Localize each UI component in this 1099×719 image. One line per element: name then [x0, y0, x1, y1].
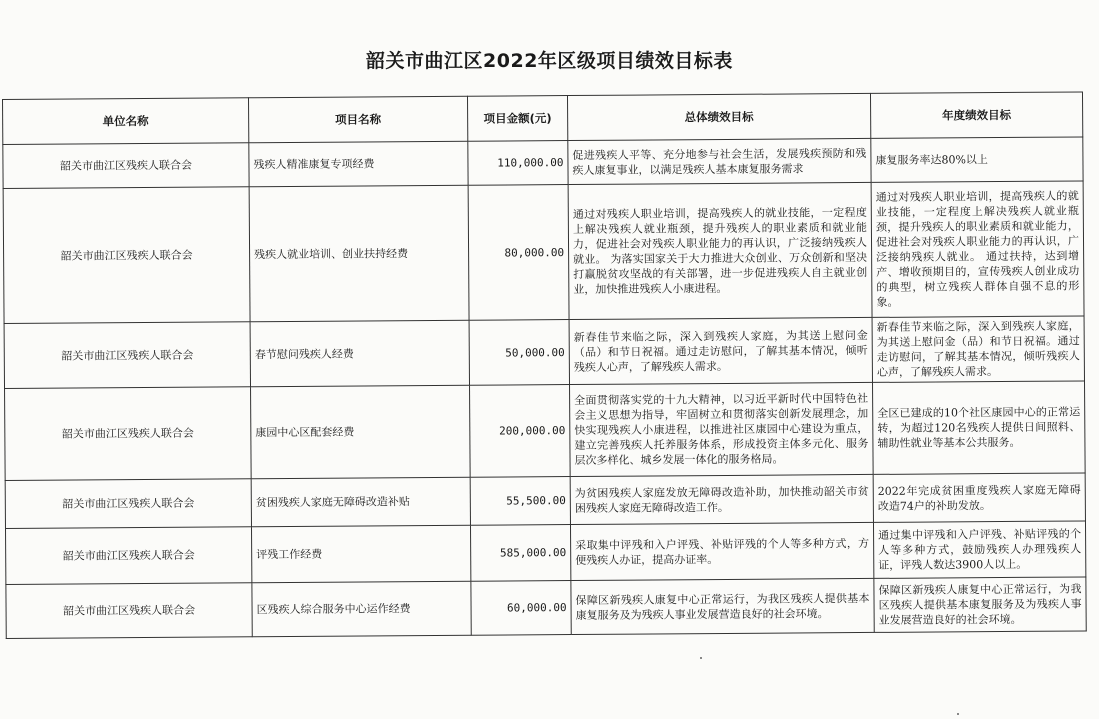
performance-table — [2, 91, 1087, 639]
table-row — [6, 577, 1086, 639]
overall-goal-cell: 采取集中评残和入户评残、补贴评残的个人等多种方式，方便残疾人办证，提高办证率。 — [570, 522, 873, 580]
unit-cell: 韶关市曲江区残疾人联合会 — [5, 527, 251, 585]
annual-goal-cell: 新春佳节来临之际，深入到残疾人家庭，为其送上慰问金（品）和节日祝福。通过走访慰问，了解其基本情况，倾听残疾人心声，了解残疾人需求。 — [872, 316, 1084, 382]
project-cell: 评残工作经费 — [251, 525, 470, 583]
amount-cell: 200,000.00 — [470, 385, 571, 478]
overall-goal-cell: 促进残疾人平等、充分地参与社会生活，发展残疾预防和残疾人康复事业，以满足残疾人基本康复服务需求 — [568, 138, 871, 184]
unit-cell: 韶关市曲江区残疾人联合会 — [5, 387, 252, 481]
project-cell: 春节慰问残疾人经费 — [250, 320, 469, 387]
annual-goal-cell: 通过对残疾人职业培训，提高残疾人的就业技能，一定程度上解决残疾人就业瓶颈，提升残疾人的职业素质和就业能力，促进社会对残疾人职业能力的再认识，广泛接纳残疾人就业。 通过扶持，达到增产、增收预期目的，宣传残疾人创业成功的典型，树立残疾人群体自强不息的形象。 — [871, 181, 1084, 317]
unit-cell: 韶关市曲江区残疾人联合会 — [3, 143, 249, 189]
table-row — [5, 521, 1085, 585]
project-cell: 区残疾人综合服务中心运作经费 — [252, 581, 471, 637]
table-row — [4, 316, 1084, 389]
scan-speck — [700, 657, 702, 659]
header-row — [3, 92, 1083, 145]
header-overall-goal: 总体绩效目标 — [567, 93, 870, 140]
unit-cell: 韶关市曲江区残疾人联合会 — [6, 583, 252, 639]
table-row — [5, 473, 1085, 529]
amount-cell: 585,000.00 — [470, 525, 570, 582]
project-cell: 残疾人精准康复专项经费 — [249, 141, 468, 187]
header-project: 项目名称 — [248, 96, 467, 143]
amount-cell: 55,500.00 — [470, 477, 570, 526]
amount-cell: 60,000.00 — [471, 581, 571, 636]
amount-cell: 50,000.00 — [469, 320, 569, 386]
annual-goal-cell: 通过集中评残和入户评残、补贴评残的个人等多种方式，鼓励残疾人办理残疾人证，评残人数达3900人以上。 — [873, 521, 1085, 578]
table-row — [5, 381, 1086, 481]
header-annual-goal: 年度绩效目标 — [870, 92, 1082, 138]
page-title: 韶关市曲江区2022年区级项目绩效目标表 — [366, 50, 733, 72]
overall-goal-cell: 通过对残疾人职业培训，提高残疾人的就业技能，一定程度上解决残疾人就业瓶颈，提升残疾人的职业素质和就业能力，促进社会对残疾人职业能力的再认识，广泛接纳残疾人就业。 为落实国家关于大力推进大众创业、万众创新和坚决打赢脱贫攻坚战的有关部署，进一步促进残疾人自主就业创业，加快推进残疾人小康进程。 — [568, 182, 872, 319]
header-unit: 单位名称 — [3, 98, 249, 145]
header-amount: 项目金额(元) — [467, 96, 567, 142]
overall-goal-cell: 为贫困残疾人家庭发放无障碍改造补助，加快推动韶关市贫困残疾人家庭无障碍改造工作。 — [570, 474, 873, 524]
amount-cell: 80,000.00 — [468, 185, 569, 321]
overall-goal-cell: 全面贯彻落实党的十九大精神，以习近平新时代中国特色社会主义思想为指导，牢固树立和贯彻落实创新发展理念，加快实现残疾人小康进程，以推进社区康园中心建设为重点，建立完善残疾人托养服务体系，形成投资主体多元化、服务层次多样化、城乡发展一体化的服务格局。 — [570, 382, 874, 476]
table-row — [3, 137, 1083, 189]
table-row — [3, 181, 1084, 324]
annual-goal-cell: 保障区新残疾人康复中心正常运行，为我区残疾人提供基本康复服务及为残疾人事业发展营造良好的社会环境。 — [874, 577, 1086, 632]
annual-goal-cell: 康复服务率达80%以上 — [871, 137, 1083, 182]
overall-goal-cell: 新春佳节来临之际，深入到残疾人家庭，为其送上慰问金（品）和节日祝福。通过走访慰问，了解其基本情况，倾听残疾人心声，了解残疾人需求。 — [569, 317, 872, 384]
annual-goal-cell: 2022年完成贫困重度残疾人家庭无障碍改造74户的补助发放。 — [873, 473, 1085, 522]
project-cell: 残疾人就业培训、创业扶持经费 — [249, 185, 469, 322]
scan-speck — [957, 713, 959, 715]
annual-goal-cell: 全区已建成的10个社区康园中心的正常运转，为超过120名残疾人提供日间照料、辅助性就业等基本公共服务。 — [872, 381, 1085, 474]
project-cell: 贫困残疾人家庭无障碍改造补贴 — [251, 477, 470, 527]
project-cell: 康园中心区配套经费 — [251, 385, 471, 479]
unit-cell: 韶关市曲江区残疾人联合会 — [3, 187, 250, 324]
overall-goal-cell: 保障区新残疾人康复中心正常运行，为我区残疾人提供基本康复服务及为残疾人事业发展营造良好的社会环境。 — [571, 578, 874, 634]
amount-cell: 110,000.00 — [468, 141, 568, 186]
unit-cell: 韶关市曲江区残疾人联合会 — [4, 322, 250, 389]
unit-cell: 韶关市曲江区残疾人联合会 — [5, 479, 251, 529]
